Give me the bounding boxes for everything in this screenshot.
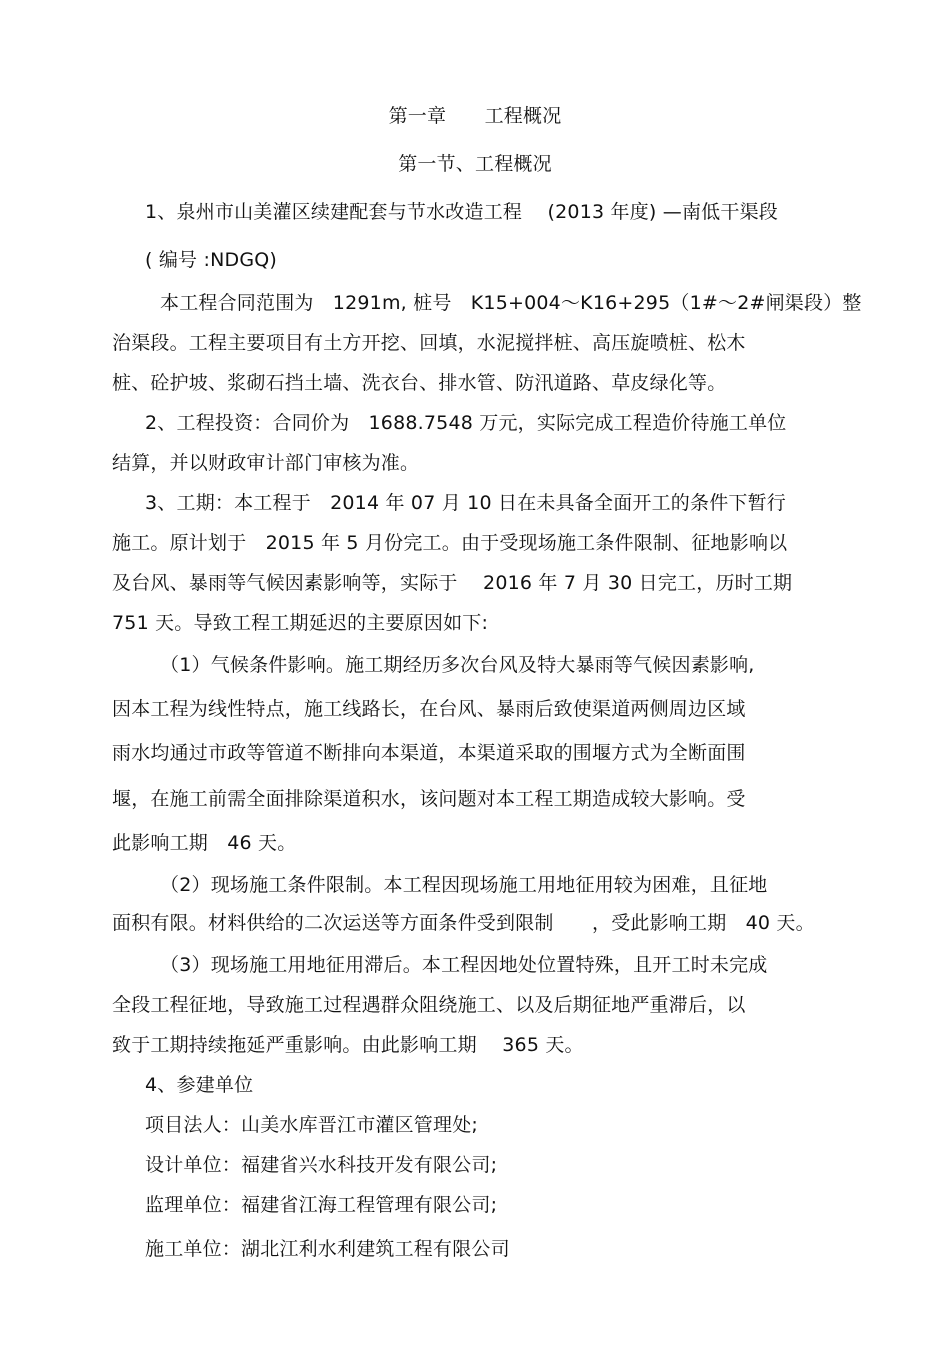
participant-supervisor: 监理单位：福建省江海工程管理有限公司; xyxy=(145,1194,498,1216)
participant-contractor: 施工单位：湖北江利水利建筑工程有限公司 xyxy=(145,1238,510,1260)
item-4-heading: 4、参建单位 xyxy=(145,1074,254,1096)
paragraph-line: 751 天。导致工程工期延迟的主要原因如下: xyxy=(112,612,489,634)
paragraph-line: 及台风、暴雨等气候因素影响等，实际于 2016 年 7 月 30 日完工，历时工期 xyxy=(112,572,793,594)
paragraph-line: 3、工期：本工程于 2014 年 07 月 10 日在未具备全面开工的条件下暂行 xyxy=(145,492,786,514)
participant-designer: 设计单位：福建省兴水科技开发有限公司; xyxy=(145,1154,498,1176)
paragraph-line: 2、工程投资：合同价为 1688.7548 万元，实际完成工程造价待施工单位 xyxy=(145,412,787,434)
paragraph-line: 治渠段。工程主要项目有土方开挖、回填，水泥搅拌桩、高压旋喷桩、松木 xyxy=(112,332,746,354)
paragraph-line: （2）现场施工条件限制。本工程因现场施工用地征用较为困难，且征地 xyxy=(160,874,768,896)
paragraph-line: 桩、砼护坡、浆砌石挡土墙、洗衣台、排水管、防汛道路、草皮绿化等。 xyxy=(112,372,727,394)
paragraph-line: 此影响工期 46 天。 xyxy=(112,832,297,854)
paragraph-line: 全段工程征地，导致施工过程遇群众阻绕施工、以及后期征地严重滞后，以 xyxy=(112,994,746,1016)
paragraph-line: 致于工期持续拖延严重影响。由此影响工期 365 天。 xyxy=(112,1034,584,1056)
paragraph-line: （1）气候条件影响。施工期经历多次台风及特大暴雨等气候因素影响, xyxy=(160,654,755,676)
paragraph-line: 施工。原计划于 2015 年 5 月份完工。由于受现场施工条件限制、征地影响以 xyxy=(112,532,788,554)
paragraph-line: 雨水均通过市政等管道不断排向本渠道，本渠道采取的围堰方式为全断面围 xyxy=(112,742,746,764)
paragraph-line: 堰，在施工前需全面排除渠道积水，该问题对本工程工期造成较大影响。受 xyxy=(112,788,746,810)
section-title: 第一节、工程概况 xyxy=(398,153,552,175)
item-1-code: ( 编号 :NDGQ) xyxy=(145,249,278,271)
paragraph-line: 面积有限。材料供给的二次运送等方面条件受到限制 ，受此影响工期 40 天。 xyxy=(112,912,815,934)
paragraph-line: （3）现场施工用地征用滞后。本工程因地处位置特殊，且开工时未完成 xyxy=(160,954,768,976)
item-1-heading: 1、泉州市山美灌区续建配套与节水改造工程 (2013 年度) —南低干渠段 xyxy=(145,201,778,223)
paragraph-line: 结算，并以财政审计部门审核为准。 xyxy=(112,452,420,474)
paragraph-line: 本工程合同范围为 1291m, 桩号 K15+004～K16+295（1#～2#闸渠段）整 xyxy=(160,292,862,314)
paragraph-line: 因本工程为线性特点，施工线路长，在台风、暴雨后致使渠道两侧周边区域 xyxy=(112,698,746,720)
participant-owner: 项目法人：山美水库晋江市灌区管理处; xyxy=(145,1114,479,1136)
chapter-title: 第一章 工程概况 xyxy=(388,105,562,127)
